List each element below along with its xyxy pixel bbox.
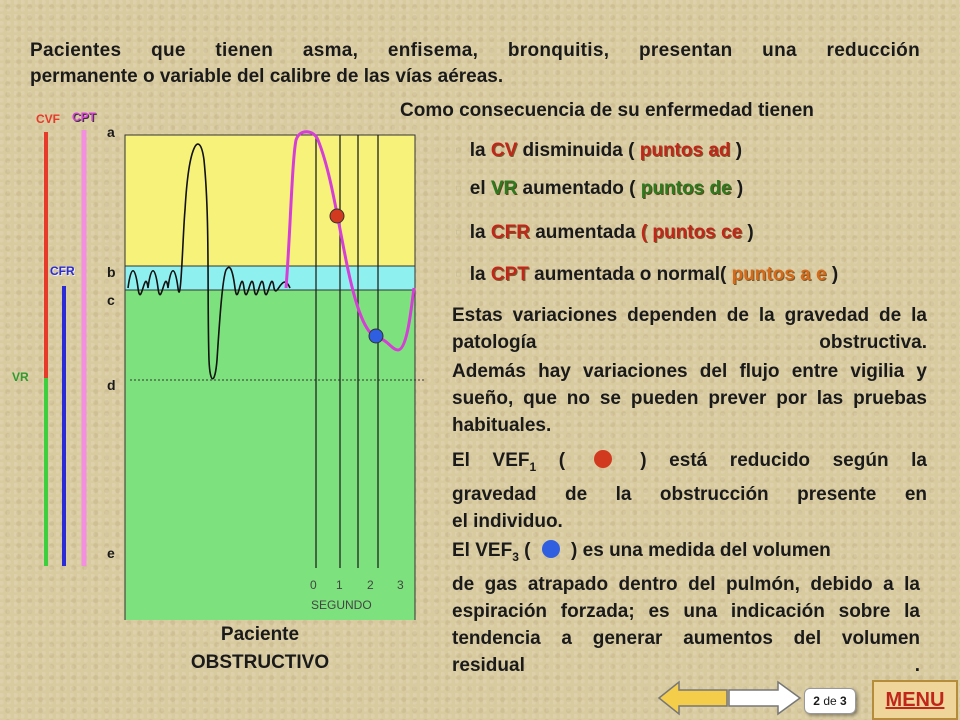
bullet-cv bbox=[455, 140, 742, 162]
bullet-cfr-post: ) bbox=[742, 222, 754, 243]
bullet-cfr bbox=[455, 222, 754, 244]
cvf-label: CVF bbox=[36, 112, 60, 126]
bullet-cpt-pts: puntos a e bbox=[731, 264, 827, 285]
bullet-cpt bbox=[455, 264, 838, 286]
vef3-rest: de gas atrapado dentro del pulmón, debido a la espiración forzada; es una indicación sobre la tendencia a generar aumentos del volumen residual . bbox=[452, 573, 920, 676]
vef1-marker bbox=[330, 209, 344, 223]
cpt-label: CPT bbox=[72, 110, 96, 124]
vef1-open: ( bbox=[536, 450, 588, 471]
bullet-cfr-paren: ( bbox=[640, 222, 653, 243]
letter-c: c bbox=[107, 292, 115, 308]
caption-obstructivo: OBSTRUCTIVO bbox=[190, 652, 330, 673]
para-ademas: Además hay variaciones del flujo entre vigilia y sueño, que no se pueden prever por las pruebas habituales. bbox=[452, 361, 927, 436]
bullet-cpt-post: ) bbox=[826, 264, 839, 285]
vef3-pre: El VEF bbox=[452, 540, 513, 561]
tick-1: 1 bbox=[336, 578, 343, 592]
vef3-sub: 3 bbox=[512, 549, 519, 564]
tick-0: 0 bbox=[310, 578, 317, 592]
vef3-inline-marker bbox=[542, 540, 560, 558]
vr-label: VR bbox=[12, 370, 29, 384]
bullet-vr-term: VR bbox=[490, 178, 518, 199]
vef1-rest2: el individuo. bbox=[452, 510, 563, 532]
intro-line-2: permanente o variable del calibre de las vías aéreas. bbox=[30, 66, 504, 87]
tick-2: 2 bbox=[367, 578, 374, 592]
x-axis-label: SEGUNDO bbox=[311, 598, 372, 612]
bullet-cv-post: ) bbox=[730, 140, 743, 161]
bullet-cv-term: CV bbox=[490, 140, 518, 161]
page-total: 3 bbox=[840, 694, 847, 708]
para-variaciones: Estas variaciones dependen de la gravedad de la patología obstructiva. bbox=[452, 305, 927, 353]
vef1-close: ) está reducido según la bbox=[617, 450, 927, 471]
vef3-marker bbox=[369, 329, 383, 343]
intro-line-1: Pacientes que tienen asma, enfisema, bronquitis, presentan una reducción bbox=[30, 40, 920, 61]
vef1-sub: 1 bbox=[529, 459, 537, 474]
bullet-cfr-pts: puntos ce bbox=[652, 222, 743, 243]
letter-b: b bbox=[107, 264, 116, 280]
letter-e: e bbox=[107, 545, 115, 561]
vef3-open: ( bbox=[518, 540, 536, 561]
vef1-rest1: gravedad de la obstrucción presente en bbox=[452, 483, 927, 505]
para-vef1-line1 bbox=[452, 447, 927, 481]
page-indicator bbox=[804, 688, 856, 714]
prev-arrow-button[interactable] bbox=[655, 680, 730, 716]
bullet-cpt-mid: aumentada o normal( bbox=[528, 264, 732, 285]
bullet-marker: ▫ bbox=[455, 222, 462, 243]
vef1-inline-marker bbox=[594, 450, 612, 468]
cfr-label: CFR bbox=[50, 264, 75, 278]
bullet-cv-mid: disminuida ( bbox=[517, 140, 640, 161]
bullet-vr-post: ) bbox=[731, 178, 744, 199]
bullet-vr-pts: puntos de bbox=[640, 178, 732, 199]
bullet-cfr-term: CFR bbox=[490, 222, 530, 243]
para-vef3-line1 bbox=[452, 537, 920, 571]
consecuencia-heading: Como consecuencia de su enfermedad tienen bbox=[400, 100, 814, 121]
letter-d: d bbox=[107, 377, 116, 393]
bullet-marker: ▫ bbox=[455, 140, 462, 161]
page-num: 2 bbox=[813, 694, 820, 708]
vef3-close: ) es una medida del volumen bbox=[565, 540, 831, 561]
next-arrow-icon bbox=[729, 682, 800, 714]
lung-volume-diagram bbox=[0, 100, 440, 620]
prev-arrow-icon bbox=[659, 682, 727, 714]
bullet-marker: ▫ bbox=[455, 178, 462, 199]
bullet-cfr-pre: la bbox=[469, 222, 491, 243]
bullet-vr-mid: aumentado ( bbox=[517, 178, 641, 199]
page-sep: de bbox=[823, 694, 837, 708]
bullet-cfr-mid: aumentada bbox=[529, 222, 641, 243]
bullet-vr bbox=[455, 178, 743, 200]
para-vef1 bbox=[452, 447, 927, 535]
bullet-cv-pts: puntos ad bbox=[639, 140, 731, 161]
next-arrow-button[interactable] bbox=[726, 680, 804, 716]
tick-3: 3 bbox=[397, 578, 404, 592]
para-vef3 bbox=[452, 537, 920, 679]
bullet-cpt-pre: la bbox=[469, 264, 491, 285]
zone-yellow bbox=[125, 135, 415, 266]
bullet-vr-pre: el bbox=[469, 178, 491, 199]
vef1-pre: El VEF bbox=[452, 450, 530, 471]
menu-button[interactable]: MENU bbox=[872, 680, 958, 720]
letter-a: a bbox=[107, 124, 115, 140]
bullet-cpt-term: CPT bbox=[490, 264, 529, 285]
caption-paciente: Paciente bbox=[220, 624, 300, 645]
bullet-cv-pre: la bbox=[469, 140, 491, 161]
bullet-marker: ▫ bbox=[455, 264, 462, 285]
